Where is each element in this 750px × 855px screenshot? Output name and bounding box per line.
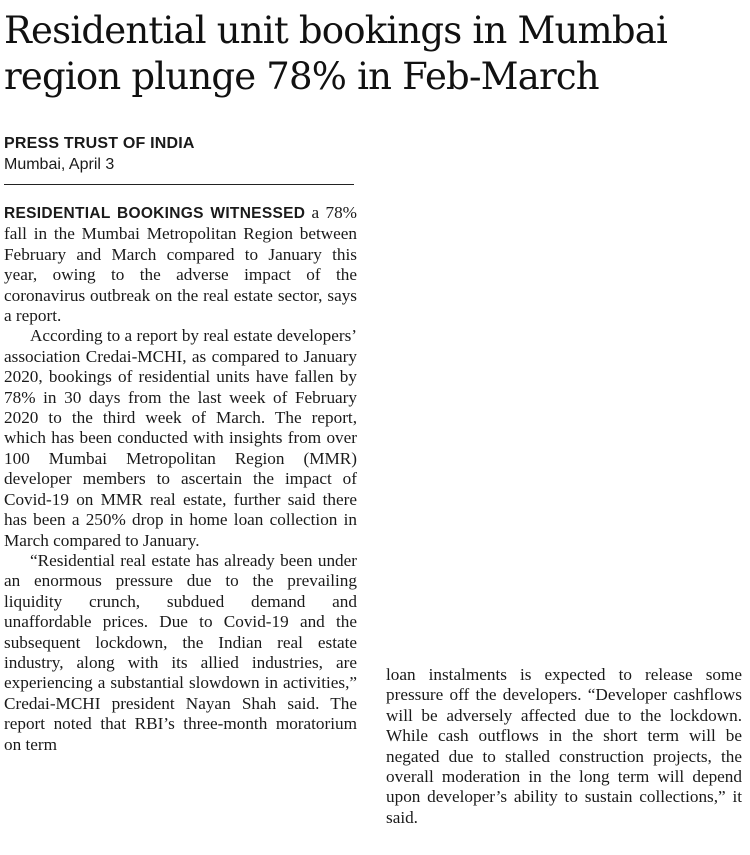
dateline: Mumbai, April 3: [4, 156, 115, 173]
paragraph-1: [4, 203, 357, 326]
headline: Residential unit bookings in Mumbai region plunge 78% in Feb-March: [4, 9, 668, 98]
paragraph-4: loan instalments is expected to release some pressure off the developers. “Developer cashflows will be adversely affected due to the lockdown. While cash outflows in the short term will be negated due to stalled construction projects, the overall moderation in the long term will depend upon developer’s ability to sustain collections,” it said.: [386, 665, 742, 827]
paragraph-1-text: a 78% fall in the Mumbai Metropolitan Region between February and March compared to January this year, owing to the adverse impact of the coronavirus outbreak on the real estate sector, says a report.: [4, 203, 357, 326]
lead-in: RESIDENTIAL BOOKINGS WITNESSED: [4, 205, 306, 222]
paragraph-3: “Residential real estate has already been under an enormous pressure due to the prevailing liquidity crunch, subdued demand and unaffordable prices. Due to Covid-19 and the subsequent lockdown, the Indian real estate industry, along with its allied industries, are experiencing a substantial slowdown in activities,” Credai-MCHI president Nayan Shah said. The report noted that RBI’s three-month moratorium on term: [4, 550, 357, 754]
article-column-2: [386, 665, 742, 828]
article-column-1: [4, 203, 357, 755]
byline-divider: [4, 184, 354, 185]
byline: [4, 134, 356, 176]
agency-name: PRESS TRUST OF INDIA: [4, 135, 195, 152]
paragraph-2: According to a report by real estate developers’ association Credai-MCHI, as compared to January 2020, bookings of residential units have fallen by 78% in 30 days from the last week of February 2020 to the third week of March. The report, which has been conducted with insights from over 100 Mumbai Metropolitan Region (MMR) developer members to ascertain the impact of Covid-19 on MMR real estate, further said there has been a 250% drop in home loan collection in March compared to January.: [4, 326, 357, 550]
